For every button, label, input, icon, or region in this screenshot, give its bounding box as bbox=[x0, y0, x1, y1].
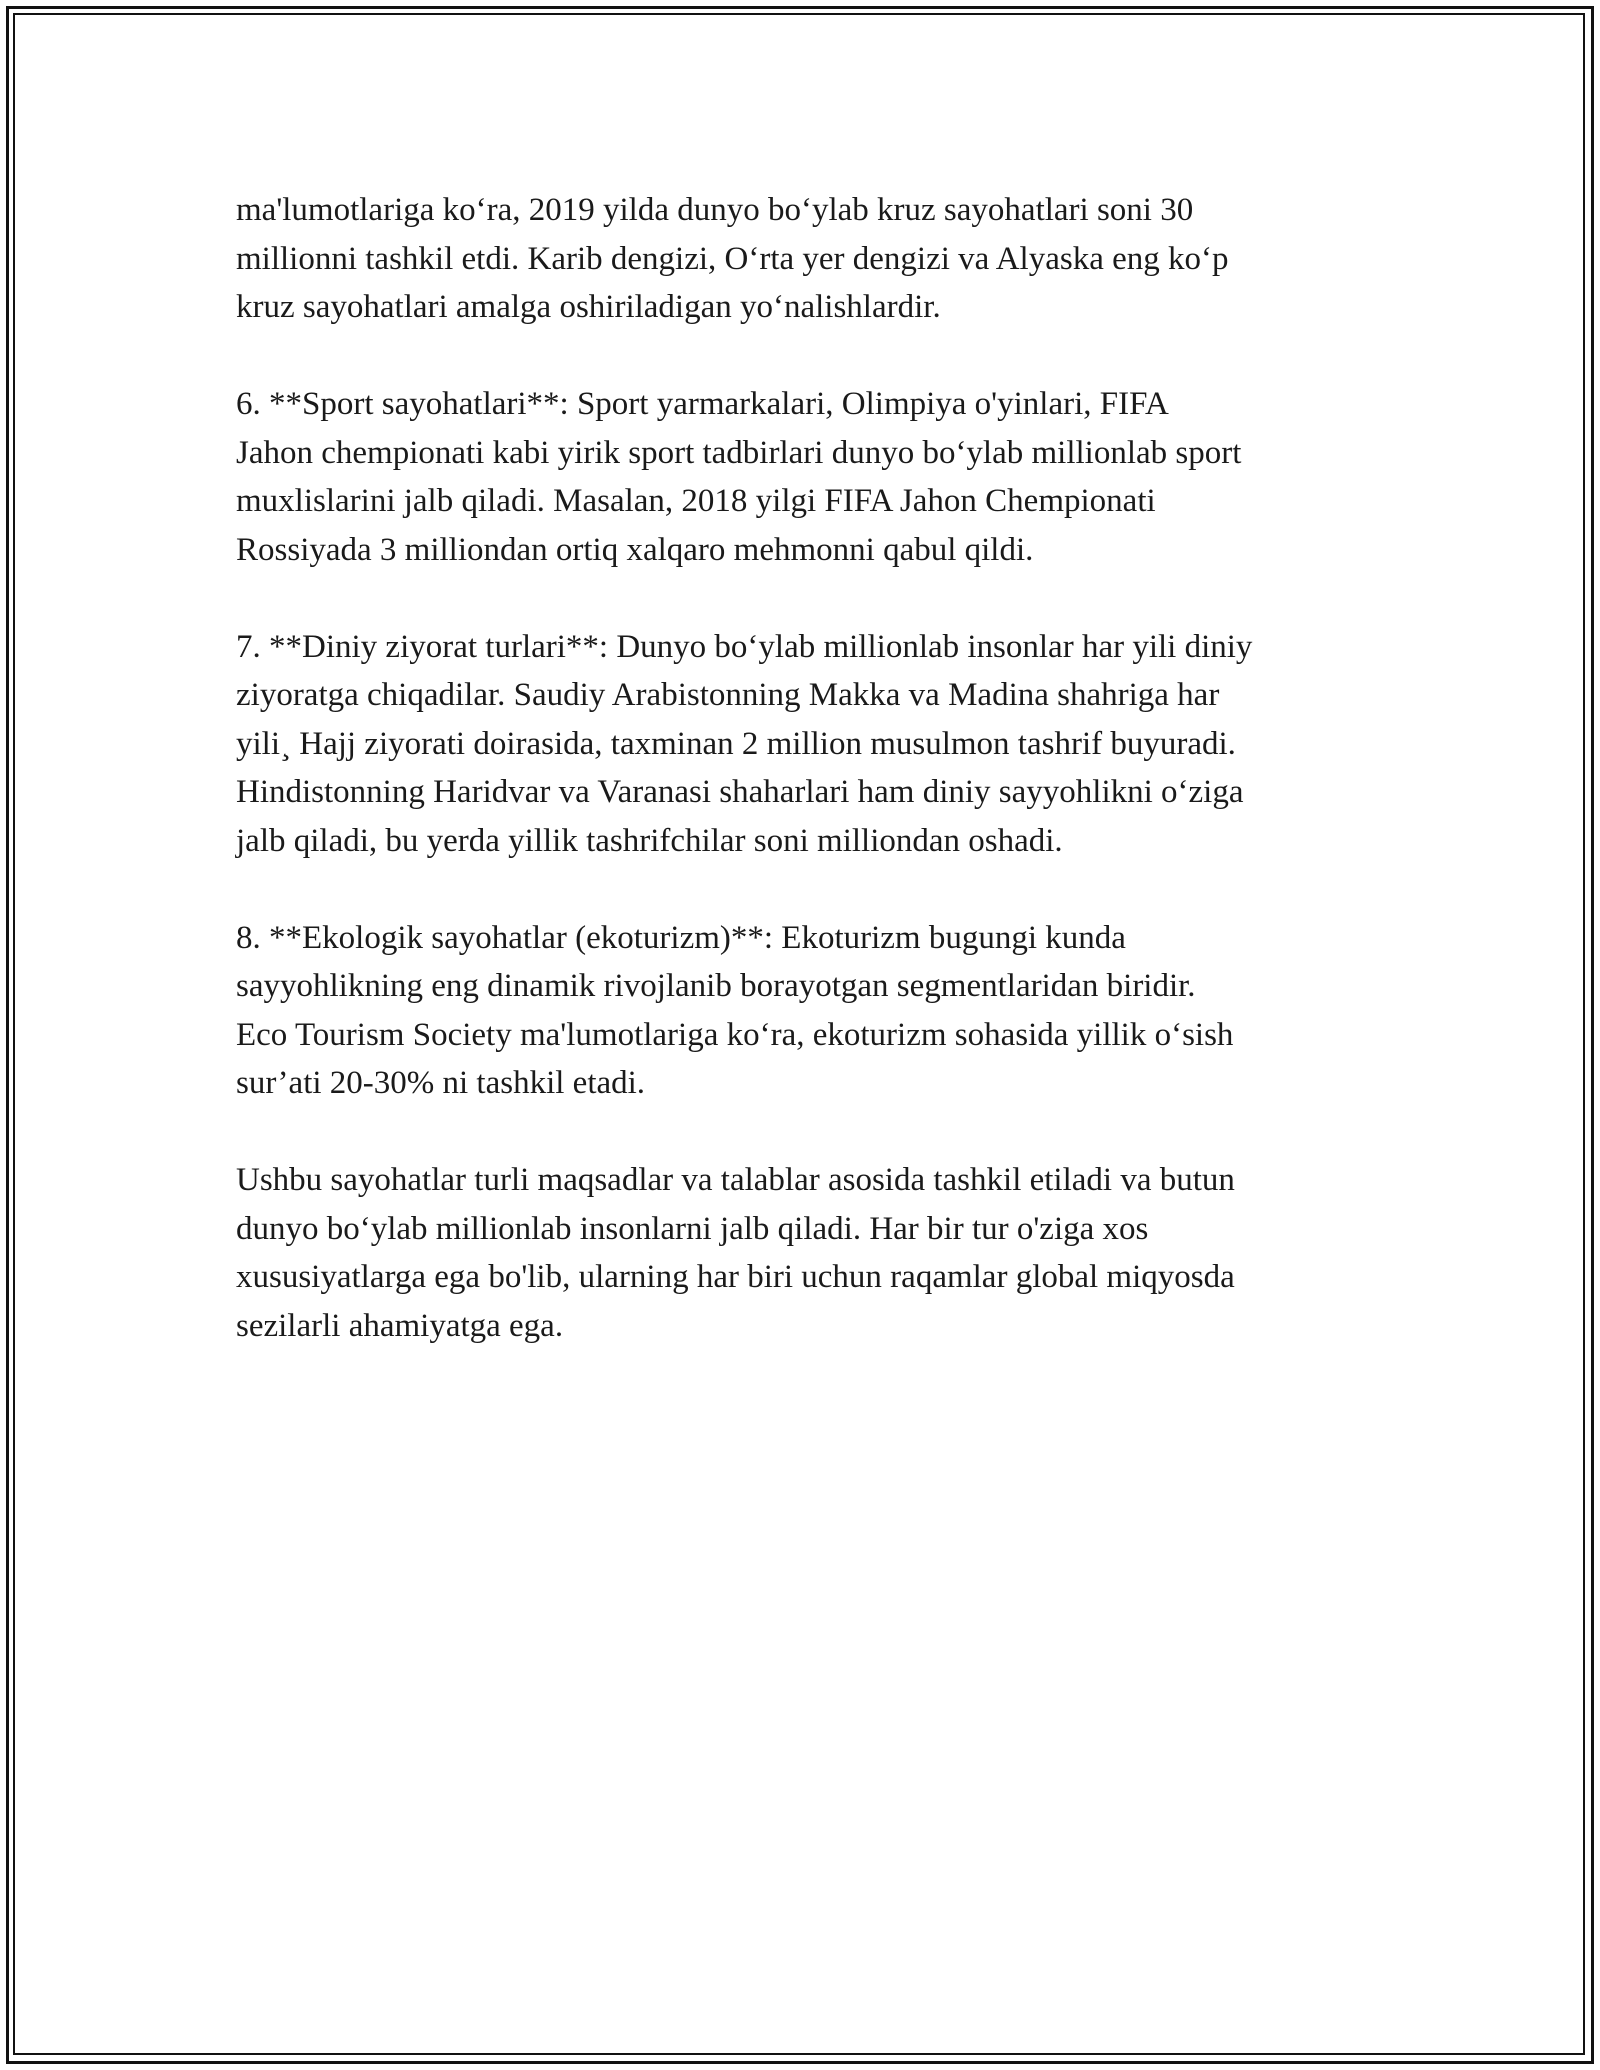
text-line: Eco Tourism Society ma'lumotlariga koʻra, ekoturizm sohasida yillik oʻsish bbox=[236, 1016, 1234, 1053]
paragraph-ecotourism bbox=[236, 914, 1396, 1108]
text-line: Hindistonning Haridvar va Varanasi shaharlari ham diniy sayyohlikni oʻziga bbox=[236, 774, 1244, 810]
text-line: 7. **Diniy ziyorat turlari**: Dunyo boʻylab millionlab insonlar har yili diniy bbox=[236, 628, 1253, 665]
text-line: sezilarli ahamiyatga ega. bbox=[236, 1307, 564, 1344]
text-line: kruz sayohatlari amalga oshiriladigan yoʻnalishlardir. bbox=[236, 289, 941, 325]
paragraph-cruise-continued bbox=[236, 186, 1396, 332]
text-line: yili¸ Hajj ziyorati doirasida, taxminan 2 million musulmon tashrif buyuradi. bbox=[236, 725, 1236, 762]
text-line: dunyo boʻylab millionlab insonlarni jalb qiladi. Har bir tur o'ziga xos bbox=[236, 1210, 1149, 1247]
text-line: muxlislarini jalb qiladi. Masalan, 2018 yilgi FIFA Jahon Chempionati bbox=[236, 483, 1156, 519]
text-line: millionni tashkil etdi. Karib dengizi, Oʻrta yer dengizi va Alyaska eng koʻp bbox=[236, 240, 1229, 277]
text-line: xususiyatlarga ega bo'lib, ularning har biri uchun raqamlar global miqyosda bbox=[236, 1259, 1235, 1295]
text-line: 8. **Ekologik sayohatlar (ekoturizm)**: Ekoturizm bugungi kunda bbox=[236, 919, 1126, 956]
text-line: Rossiyada 3 milliondan ortiq xalqaro mehmonni qabul qildi. bbox=[236, 531, 1034, 568]
text-line: sur’ati 20-30% ni tashkil etadi. bbox=[236, 1065, 646, 1101]
text-line: 6. **Sport sayohatlari**: Sport yarmarkalari, Olimpiya o'yinlari, FIFA bbox=[236, 386, 1169, 422]
text-line: ma'lumotlariga koʻra, 2019 yilda dunyo boʻylab kruz sayohatlari soni 30 bbox=[236, 192, 1194, 228]
text-line: ziyoratga chiqadilar. Saudiy Arabistonning Makka va Madina shahriga har bbox=[236, 677, 1220, 713]
text-line: Ushbu sayohatlar turli maqsadlar va talablar asosida tashkil etiladi va butun bbox=[236, 1162, 1235, 1198]
text-line: Jahon chempionati kabi yirik sport tadbirlari dunyo boʻylab millionlab sport bbox=[236, 434, 1242, 471]
paragraph-conclusion bbox=[236, 1156, 1396, 1350]
text-line: jalb qiladi, bu yerda yillik tashrifchilar soni milliondan oshadi. bbox=[236, 822, 1063, 859]
paragraph-sport-travel bbox=[236, 380, 1396, 574]
text-line: sayyohlikning eng dinamik rivojlanib borayotgan segmentlaridan biridir. bbox=[236, 968, 1196, 1004]
document-body bbox=[236, 186, 1396, 1399]
paragraph-religious-pilgrimage bbox=[236, 623, 1396, 866]
